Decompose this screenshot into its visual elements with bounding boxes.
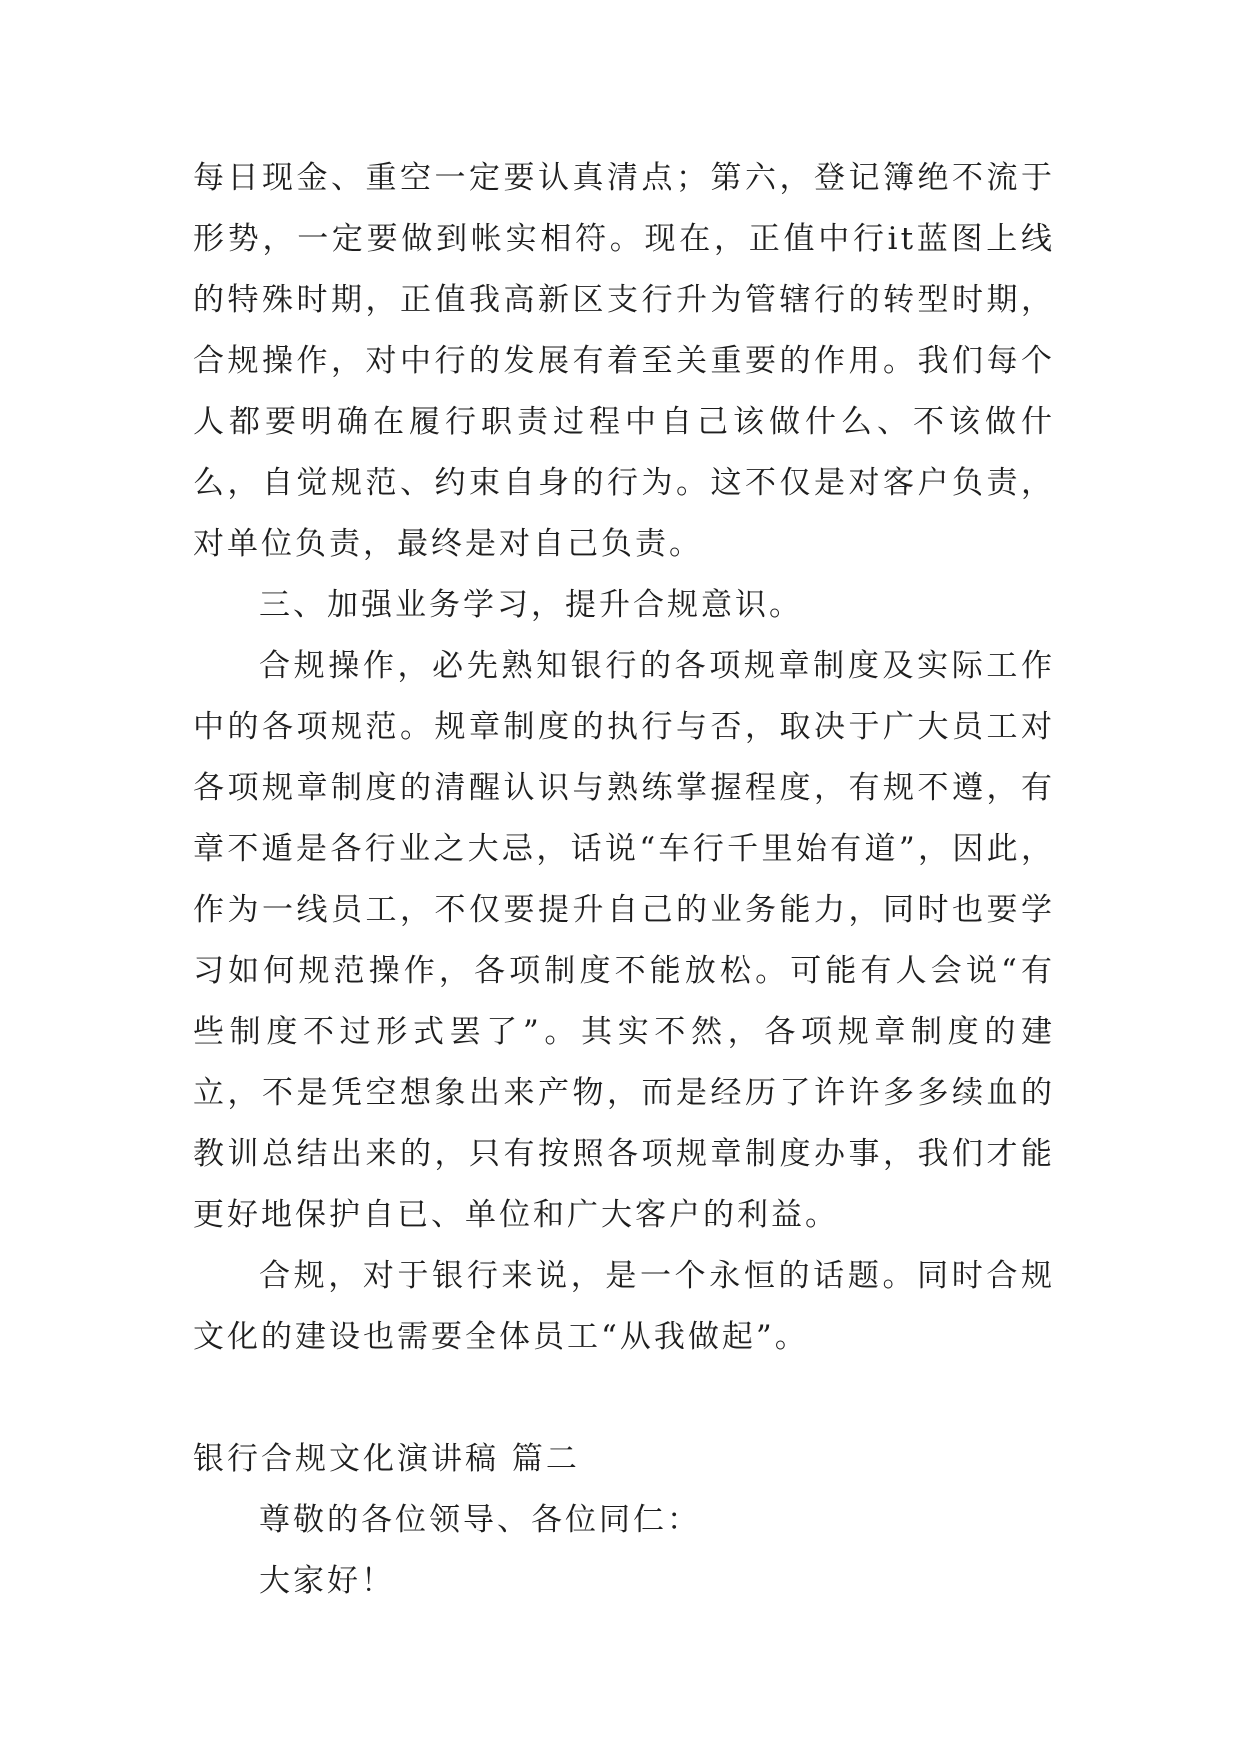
salutation: 尊敬的各位领导、各位同仁： (259, 1502, 701, 1538)
paragraph-compliance-operations: 合规操作，必先熟知银行的各项规章制度及实际工作中的各项规范。规章制度的执行与否，取决于广大员工对各项规章制度的清醒认识与熟练掌握程度，有规不遵，有章不遁是各行业之大忌，话说“车行千里始有道”，因此，作为一线员工，不仅要提升自己的业务能力，同时也要学习如何规范操作，各项制度不能放松。可能有人会说“有些制度不过形式罢了”。其实不然，各项规章制度的建立，不是凭空想象出来产物，而是经历了许许多多续血的教训总结出来的，只有按照各项规章制度办事，我们才能更好地保护自已、单位和广大客户的利益。 (193, 648, 1055, 1233)
paragraph-compliance-culture: 合规，对于银行来说，是一个永恒的话题。同时合规文化的建设也需要全体员工“从我做起”。 (193, 1258, 1055, 1355)
document-body (193, 148, 1055, 1612)
section-spacer (193, 1368, 1055, 1429)
paragraph-section-three-heading: 三、加强业务学习，提升合规意识。 (259, 587, 803, 623)
greeting: 大家好！ (259, 1563, 395, 1599)
paragraph-cash-check: 每日现金、重空一定要认真清点；第六，登记簿绝不流于形势，一定要做到帐实相符。现在，正值中行it蓝图上线的特殊时期，正值我高新区支行升为管辖行的转型时期，合规操作，对中行的发展有着至关重要的作用。我们每个人都要明确在履行职责过程中自己该做什么、不该做什么，自觉规范、约束自身的行为。这不仅是对客户负责，对单位负责，最终是对自己负责。 (193, 160, 1055, 562)
section-title: 银行合规文化演讲稿 篇二 (193, 1441, 580, 1477)
